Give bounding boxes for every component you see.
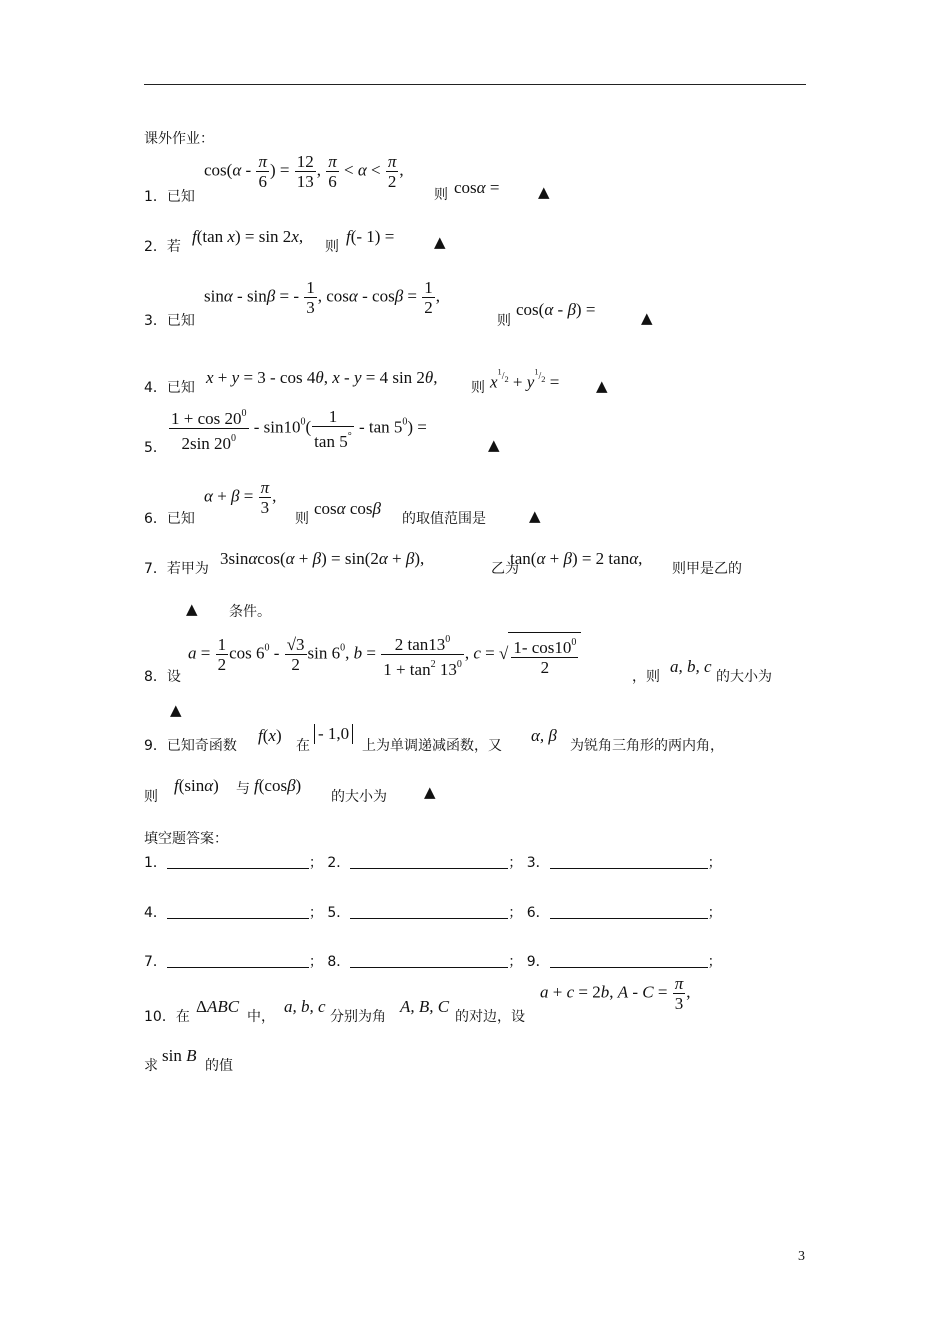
q8-tail: 的大小为 [716,669,772,685]
q9-compare: 的大小为 [331,789,387,805]
q3-answer-triangle: ▲ [641,309,653,327]
q10-angles: A, B, C [400,997,450,1016]
answer-blank-5[interactable] [350,906,508,919]
q8-answer-triangle: ▲ [170,701,182,719]
q7-cont: 条件。 [229,604,271,620]
q5-formula: $\frac{1 + \cos 20^0}{2\sin 20^0}$ - $\sin 10^0$( $\frac{1}{\tan 5^\circ}$ - $\tan 5^0$) = [168,404,427,453]
q8-vars: a, b, c [670,657,712,676]
q9-function: f(x) [258,726,282,745]
q4-label: 4．已知 [144,380,195,396]
q9-tail: 为锐角三角形的两内角， [570,738,724,754]
q2-target: f(- 1) = [346,227,395,246]
q4-answer-triangle: ▲ [596,377,608,395]
q9-answer-triangle: ▲ [424,783,436,801]
q1-label: 1．已知 [144,189,195,205]
q1-answer-triangle: ▲ [538,183,550,201]
q4-formula: x + y = 3 - cos 4θ, x - y = 4 sin 2θ, [206,368,438,387]
q1-target: cosα = [454,178,500,197]
q8-formula: a = $\frac{1}{2}$ $\cos 6^0$ - $\frac{√3}{2}$ $\sin 6^0$, b = $\frac{2 \tan 13^0}{1 + \tan^2 13^0}$ , c = √ $\frac{1- \cos 10^0}{2}$ [188,630,581,679]
q6-then: 则 [295,511,309,527]
q1-formula: cos(α - $\frac{\pi}{6}$ ) = $\frac{12}{13}$ , $\frac{\pi}{6}$ < α < $\frac{\pi}{2}$ , [204,152,404,191]
answer-row-3: 7． ； 8． ； 9． ； [144,954,722,970]
q10-target: sin B [162,1046,197,1065]
section-title: 课外作业： [144,131,214,147]
q9-compare-a: f(sinα) [174,776,219,795]
q3-formula: sinα - sinβ = - $\frac{1}{3}$ , cosα - cosβ = $\frac{1}{2}$ , [204,278,440,317]
q6-tail: 的取值范围是 [402,511,486,527]
q5-label: 5． [144,440,167,456]
q8-then: ，则 [632,669,660,685]
q9-then: 则 [144,789,158,805]
q6-formula: α + β = $\frac{\pi}{3}$ , [204,478,277,517]
q7-formula-a: 3sinαcos(α + β) = sin(2α + β), [220,549,425,568]
q7-answer-triangle: ▲ [186,600,198,618]
answer-blank-9[interactable] [550,955,708,968]
answer-blank-7[interactable] [167,955,309,968]
q10-triangle: ΔABC [196,997,240,1016]
q2-answer-triangle: ▲ [434,233,446,251]
q6-label: 6．已知 [144,511,195,527]
answer-blank-6[interactable] [550,906,708,919]
q2-label: 2．若 [144,239,181,255]
header-rule [144,84,806,85]
q2-formula: f(tan x) = sin 2x, [192,227,304,246]
q3-then: 则 [497,313,511,329]
q9-in: 在 [296,738,310,754]
q9-with: 与 [236,781,250,797]
q4-target: $x^{^1/_2} + y^{^1/_2}$ = [490,368,560,392]
q9-interval: - 1,0 [314,724,353,744]
q5-answer-triangle: ▲ [488,436,500,454]
q10-tail: 的值 [205,1058,233,1074]
answer-blank-3[interactable] [550,856,708,869]
q8-label: 8．设 [144,669,181,685]
q10-mid3: 的对边，设 [455,1009,525,1025]
q10-ask: 求 [144,1058,158,1074]
answer-blank-1[interactable] [167,856,309,869]
q9-label: 9．已知奇函数 [144,738,237,754]
answer-row-2: 4． ； 5． ； 6． ； [144,905,722,921]
q10-condition: a + c = 2b, A - C = $\frac{\pi}{3}$ , [540,974,691,1013]
q7-formula-b: tan(α + β) = 2 tanα, [510,549,643,568]
answer-blank-2[interactable] [350,856,508,869]
q9-compare-b: f(cosβ) [254,776,302,795]
q2-then: 则 [325,239,339,255]
q10-mid2: 分别为角 [330,1009,386,1025]
q6-target: cosα cosβ [314,499,381,518]
q9-angles: α, β [531,726,557,745]
q7-then: 则甲是乙的 [672,561,742,577]
q9-mid: 上为单调递减函数，又 [362,738,502,754]
answer-row-1: 1． ； 2． ； 3． ； [144,855,722,871]
q3-label: 3．已知 [144,313,195,329]
q7-mid: 乙为 [491,561,519,577]
q7-label: 7．若甲为 [144,561,209,577]
answer-blank-4[interactable] [167,906,309,919]
q1-then: 则 [434,187,448,203]
q10-mid: 中， [247,1009,275,1025]
q4-then: 则 [471,380,485,396]
page-number: 3 [798,1249,805,1264]
answer-blank-8[interactable] [350,955,508,968]
q6-answer-triangle: ▲ [529,507,541,525]
q10-label: 10．在 [144,1009,190,1025]
q10-sides: a, b, c [284,997,326,1016]
answers-title: 填空题答案： [144,831,228,847]
q3-target: cos(α - β) = [516,300,596,319]
